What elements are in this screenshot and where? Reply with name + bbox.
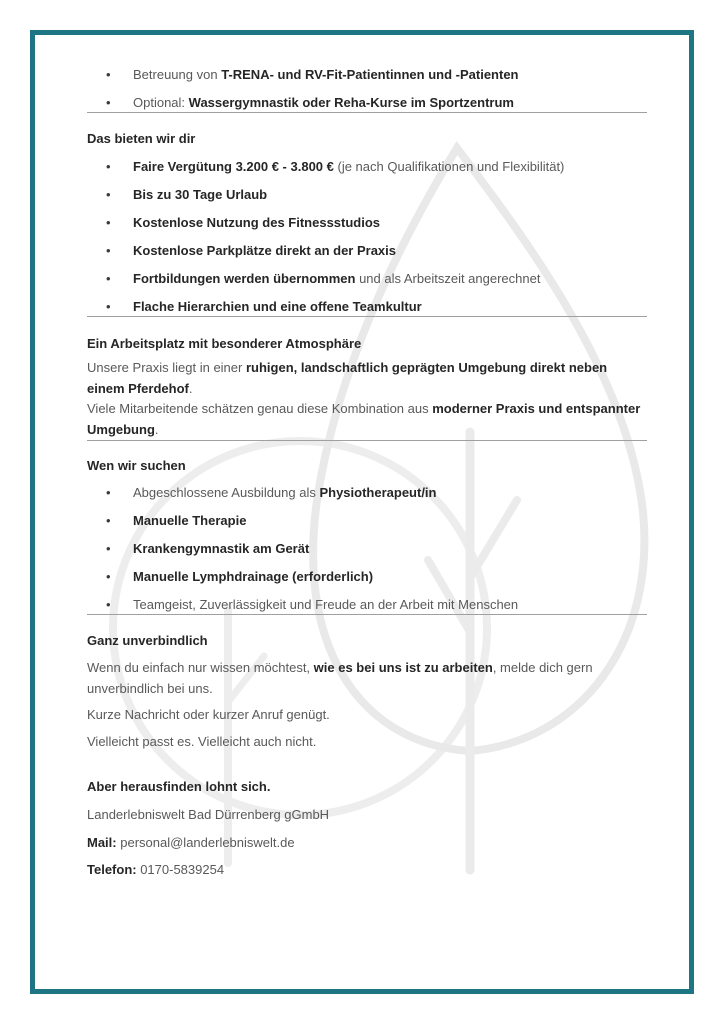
bullet-text-bold: Faire Vergütung 3.200 € - 3.800 € (133, 159, 334, 174)
phone-label: Telefon: (87, 862, 137, 877)
footer-heading: Aber herausfinden lohnt sich. (87, 779, 271, 794)
list-item (87, 595, 647, 614)
list-item (87, 185, 647, 204)
list-item (87, 539, 647, 558)
list-item (87, 483, 647, 502)
bullet-text-bold: Fortbildungen werden übernommen (133, 271, 356, 286)
bullet-text: Betreuung von (133, 67, 222, 82)
list-item (87, 213, 647, 232)
job-flyer-content (35, 35, 689, 989)
paragraph-text: . (188, 380, 193, 396)
casual-paragraph (87, 658, 647, 699)
section-divider (87, 112, 647, 113)
bullet-text-bold: T-RENA- und RV-Fit-Patientinnen und -Patienten (221, 67, 519, 82)
bullet-text: Abgeschlossene Ausbildung als (133, 485, 320, 500)
bullet-text-bold: Manuelle Lymphdrainage (erforderlich) (133, 569, 374, 584)
bullet-text-bold: Manuelle Therapie (133, 513, 247, 528)
bullet-text-bold: Wassergymnastik oder Reha-Kurse im Sportzentrum (188, 95, 514, 110)
contact-phone-line (87, 860, 647, 881)
bullet-text: Teamgeist, Zuverlässigkeit und Freude an der Arbeit mit Menschen (133, 597, 519, 612)
bullet-text-bold: Kostenlose Parkplätze direkt an der Praxis (133, 243, 396, 258)
section-heading-atmosphere: Ein Arbeitsplatz mit besonderer Atmosphäre (87, 336, 362, 351)
paragraph-text: Viele Mitarbeitende schätzen genau diese Kombination aus (87, 401, 433, 416)
list-item (87, 269, 647, 288)
bullet-text-bold: Flache Hierarchien und eine offene Teamkultur (133, 299, 422, 314)
section-heading-casual: Ganz unverbindlich (87, 633, 208, 648)
paragraph-text: , melde dich gern unverbindlich bei uns. (87, 660, 593, 696)
paragraph-text: Wenn du einfach nur wissen möchtest, (87, 660, 314, 675)
bullet-text: Optional: (133, 95, 189, 110)
list-item (87, 297, 647, 316)
paragraph-text: Unsere Praxis liegt in einer (87, 360, 246, 375)
bullet-text: und als Arbeitszeit angerechnet (355, 271, 541, 286)
paragraph-text-bold: ruhigen, landschaftlich geprägten Umgebung direkt neben einem Pferdehof (87, 360, 608, 396)
page-border-frame (30, 30, 694, 994)
list-item (87, 157, 647, 176)
bullet-text: (je nach Qualifikationen und Flexibilität) (333, 159, 565, 174)
bullet-text-bold: Bis zu 30 Tage Urlaub (133, 187, 268, 202)
contact-mail-line (87, 833, 647, 854)
bullet-text-bold: Physiotherapeut/in (319, 485, 437, 500)
section-heading-seeking: Wen wir suchen (87, 458, 186, 473)
section-divider (87, 316, 647, 317)
section-heading-offers: Das bieten wir dir (87, 131, 196, 146)
list-item (87, 567, 647, 586)
list-item (87, 511, 647, 530)
phone-number: 0170-5839254 (136, 862, 225, 877)
seeking-bullet-list (87, 483, 647, 614)
mail-label: Mail: (87, 834, 117, 850)
paragraph-text: . (154, 421, 159, 437)
list-item (87, 241, 647, 260)
section-divider (87, 614, 647, 615)
atmosphere-paragraph (87, 358, 647, 440)
section-divider (87, 440, 647, 441)
bullet-text-bold: Krankengymnastik am Gerät (133, 541, 310, 556)
bullet-text-bold: Kostenlose Nutzung des Fitnessstudios (133, 215, 381, 230)
paragraph-text-bold: moderner Praxis und entspannter Umgebung (87, 401, 641, 437)
mail-address: personal@landerlebniswelt.de (116, 834, 295, 850)
offers-bullet-list (87, 157, 647, 316)
list-item (87, 93, 647, 112)
casual-paragraph: Kurze Nachricht oder kurzer Anruf genügt. (87, 707, 330, 722)
paragraph-text-bold: wie es bei uns ist zu arbeiten (313, 660, 493, 675)
casual-paragraph: Vielleicht passt es. Vielleicht auch nicht. (87, 733, 317, 749)
intro-bullet-list (87, 65, 647, 112)
company-name: Landerlebniswelt Bad Dürrenberg gGmbH (87, 807, 330, 822)
list-item (87, 65, 647, 84)
